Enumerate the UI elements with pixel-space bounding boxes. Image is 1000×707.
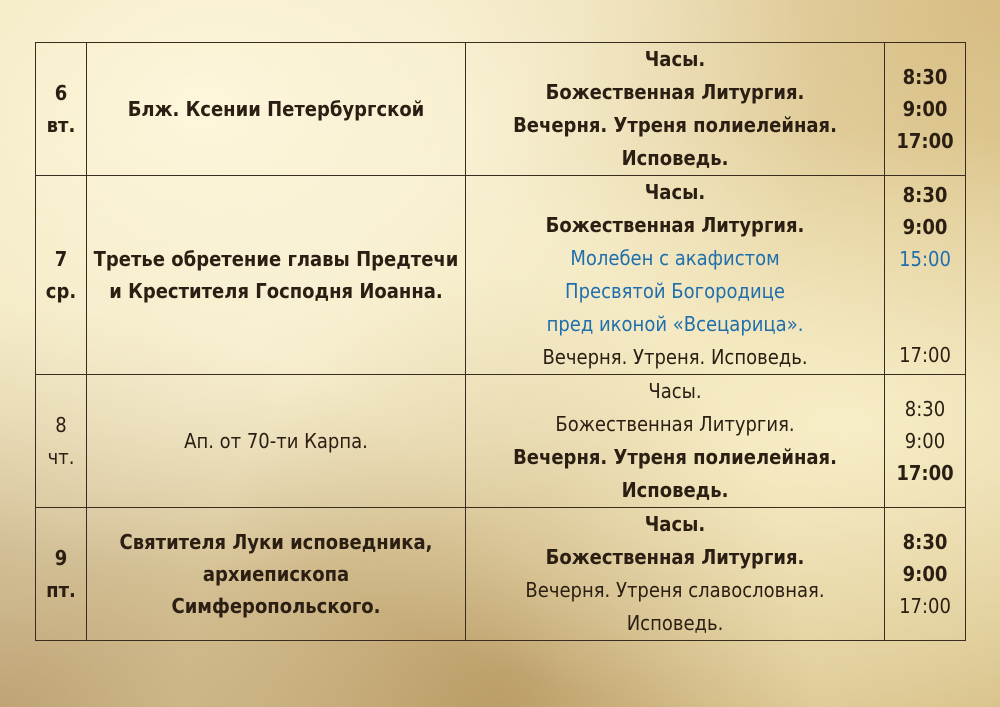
- commemoration-cell: [87, 43, 466, 176]
- service-line-highlight: Молебен с акафистом: [570, 246, 780, 270]
- service-time: 8:30: [902, 65, 948, 89]
- services-cell: [466, 43, 885, 176]
- commemoration-line: архиепископа: [202, 562, 350, 586]
- commemoration-line: Святителя Луки исповедника,: [119, 530, 433, 554]
- commemoration-cell: [87, 176, 466, 375]
- service-line: Часы.: [644, 512, 706, 536]
- day-number: 7: [54, 247, 68, 271]
- schedule-row-7: [36, 176, 966, 375]
- day-number: 9: [54, 546, 68, 570]
- commemoration-cell: [87, 375, 466, 508]
- times-cell: [885, 508, 966, 641]
- commemoration-cell: [87, 508, 466, 641]
- service-line: Божественная Литургия.: [545, 80, 805, 104]
- service-time: 9:00: [904, 429, 946, 453]
- times-cell: [885, 176, 966, 375]
- service-line: Божественная Литургия.: [545, 213, 805, 237]
- weekday: пт.: [46, 578, 76, 602]
- service-time: 9:00: [902, 215, 948, 239]
- service-line: Вечерня. Утреня славословная.: [525, 578, 825, 602]
- day-number: 8: [55, 413, 67, 437]
- service-time: 8:30: [902, 530, 948, 554]
- services-cell: [466, 375, 885, 508]
- day-cell: [36, 43, 87, 176]
- service-line: Божественная Литургия.: [545, 545, 805, 569]
- services-cell: [466, 508, 885, 641]
- commemoration-line: и Крестителя Господня Иоанна.: [109, 279, 443, 303]
- service-line-highlight: пред иконой «Всецарица».: [546, 312, 804, 336]
- commemoration-line: Ап. от 70-ти Карпа.: [184, 429, 368, 453]
- service-line: Вечерня. Утреня полиелейная.: [513, 445, 837, 469]
- schedule-row-9: [36, 508, 966, 641]
- service-line: Божественная Литургия.: [555, 412, 795, 436]
- commemoration-line: Симферопольского.: [171, 594, 381, 618]
- service-time: 9:00: [902, 97, 948, 121]
- service-line: Вечерня. Утреня полиелейная.: [513, 113, 837, 137]
- times-cell: [885, 43, 966, 176]
- schedule-row-8: [36, 375, 966, 508]
- day-cell: [36, 176, 87, 375]
- service-time-empty: [885, 307, 965, 339]
- schedule-row-6: [36, 43, 966, 176]
- day-number: 6: [54, 81, 68, 105]
- service-time: 17:00: [896, 461, 954, 485]
- weekday: вт.: [46, 113, 76, 137]
- times-cell: [885, 375, 966, 508]
- service-time: 17:00: [899, 343, 951, 367]
- service-time: 17:00: [899, 594, 951, 618]
- service-time-highlight: 15:00: [899, 247, 951, 271]
- service-time: 8:30: [902, 183, 948, 207]
- services-cell: [466, 176, 885, 375]
- service-line: Часы.: [644, 47, 706, 71]
- service-line: Исповедь.: [621, 146, 729, 170]
- weekday: ср.: [45, 279, 77, 303]
- service-line: Часы.: [644, 180, 706, 204]
- service-line: Исповедь.: [621, 478, 729, 502]
- service-line-highlight: Пресвятой Богородице: [565, 279, 785, 303]
- service-time: 8:30: [904, 397, 946, 421]
- commemoration-line: Третье обретение главы Предтечи: [93, 247, 459, 271]
- service-time: 17:00: [896, 129, 954, 153]
- service-line: Вечерня. Утреня. Исповедь.: [542, 345, 808, 369]
- service-time-empty: [885, 275, 965, 307]
- service-line: Исповедь.: [626, 611, 724, 635]
- day-cell: [36, 508, 87, 641]
- service-line: Часы.: [648, 379, 702, 403]
- service-time: 9:00: [902, 562, 948, 586]
- weekday: чт.: [47, 445, 75, 469]
- commemoration-line: Блж. Ксении Петербургской: [127, 97, 425, 121]
- service-schedule-table: [35, 42, 966, 641]
- day-cell: [36, 375, 87, 508]
